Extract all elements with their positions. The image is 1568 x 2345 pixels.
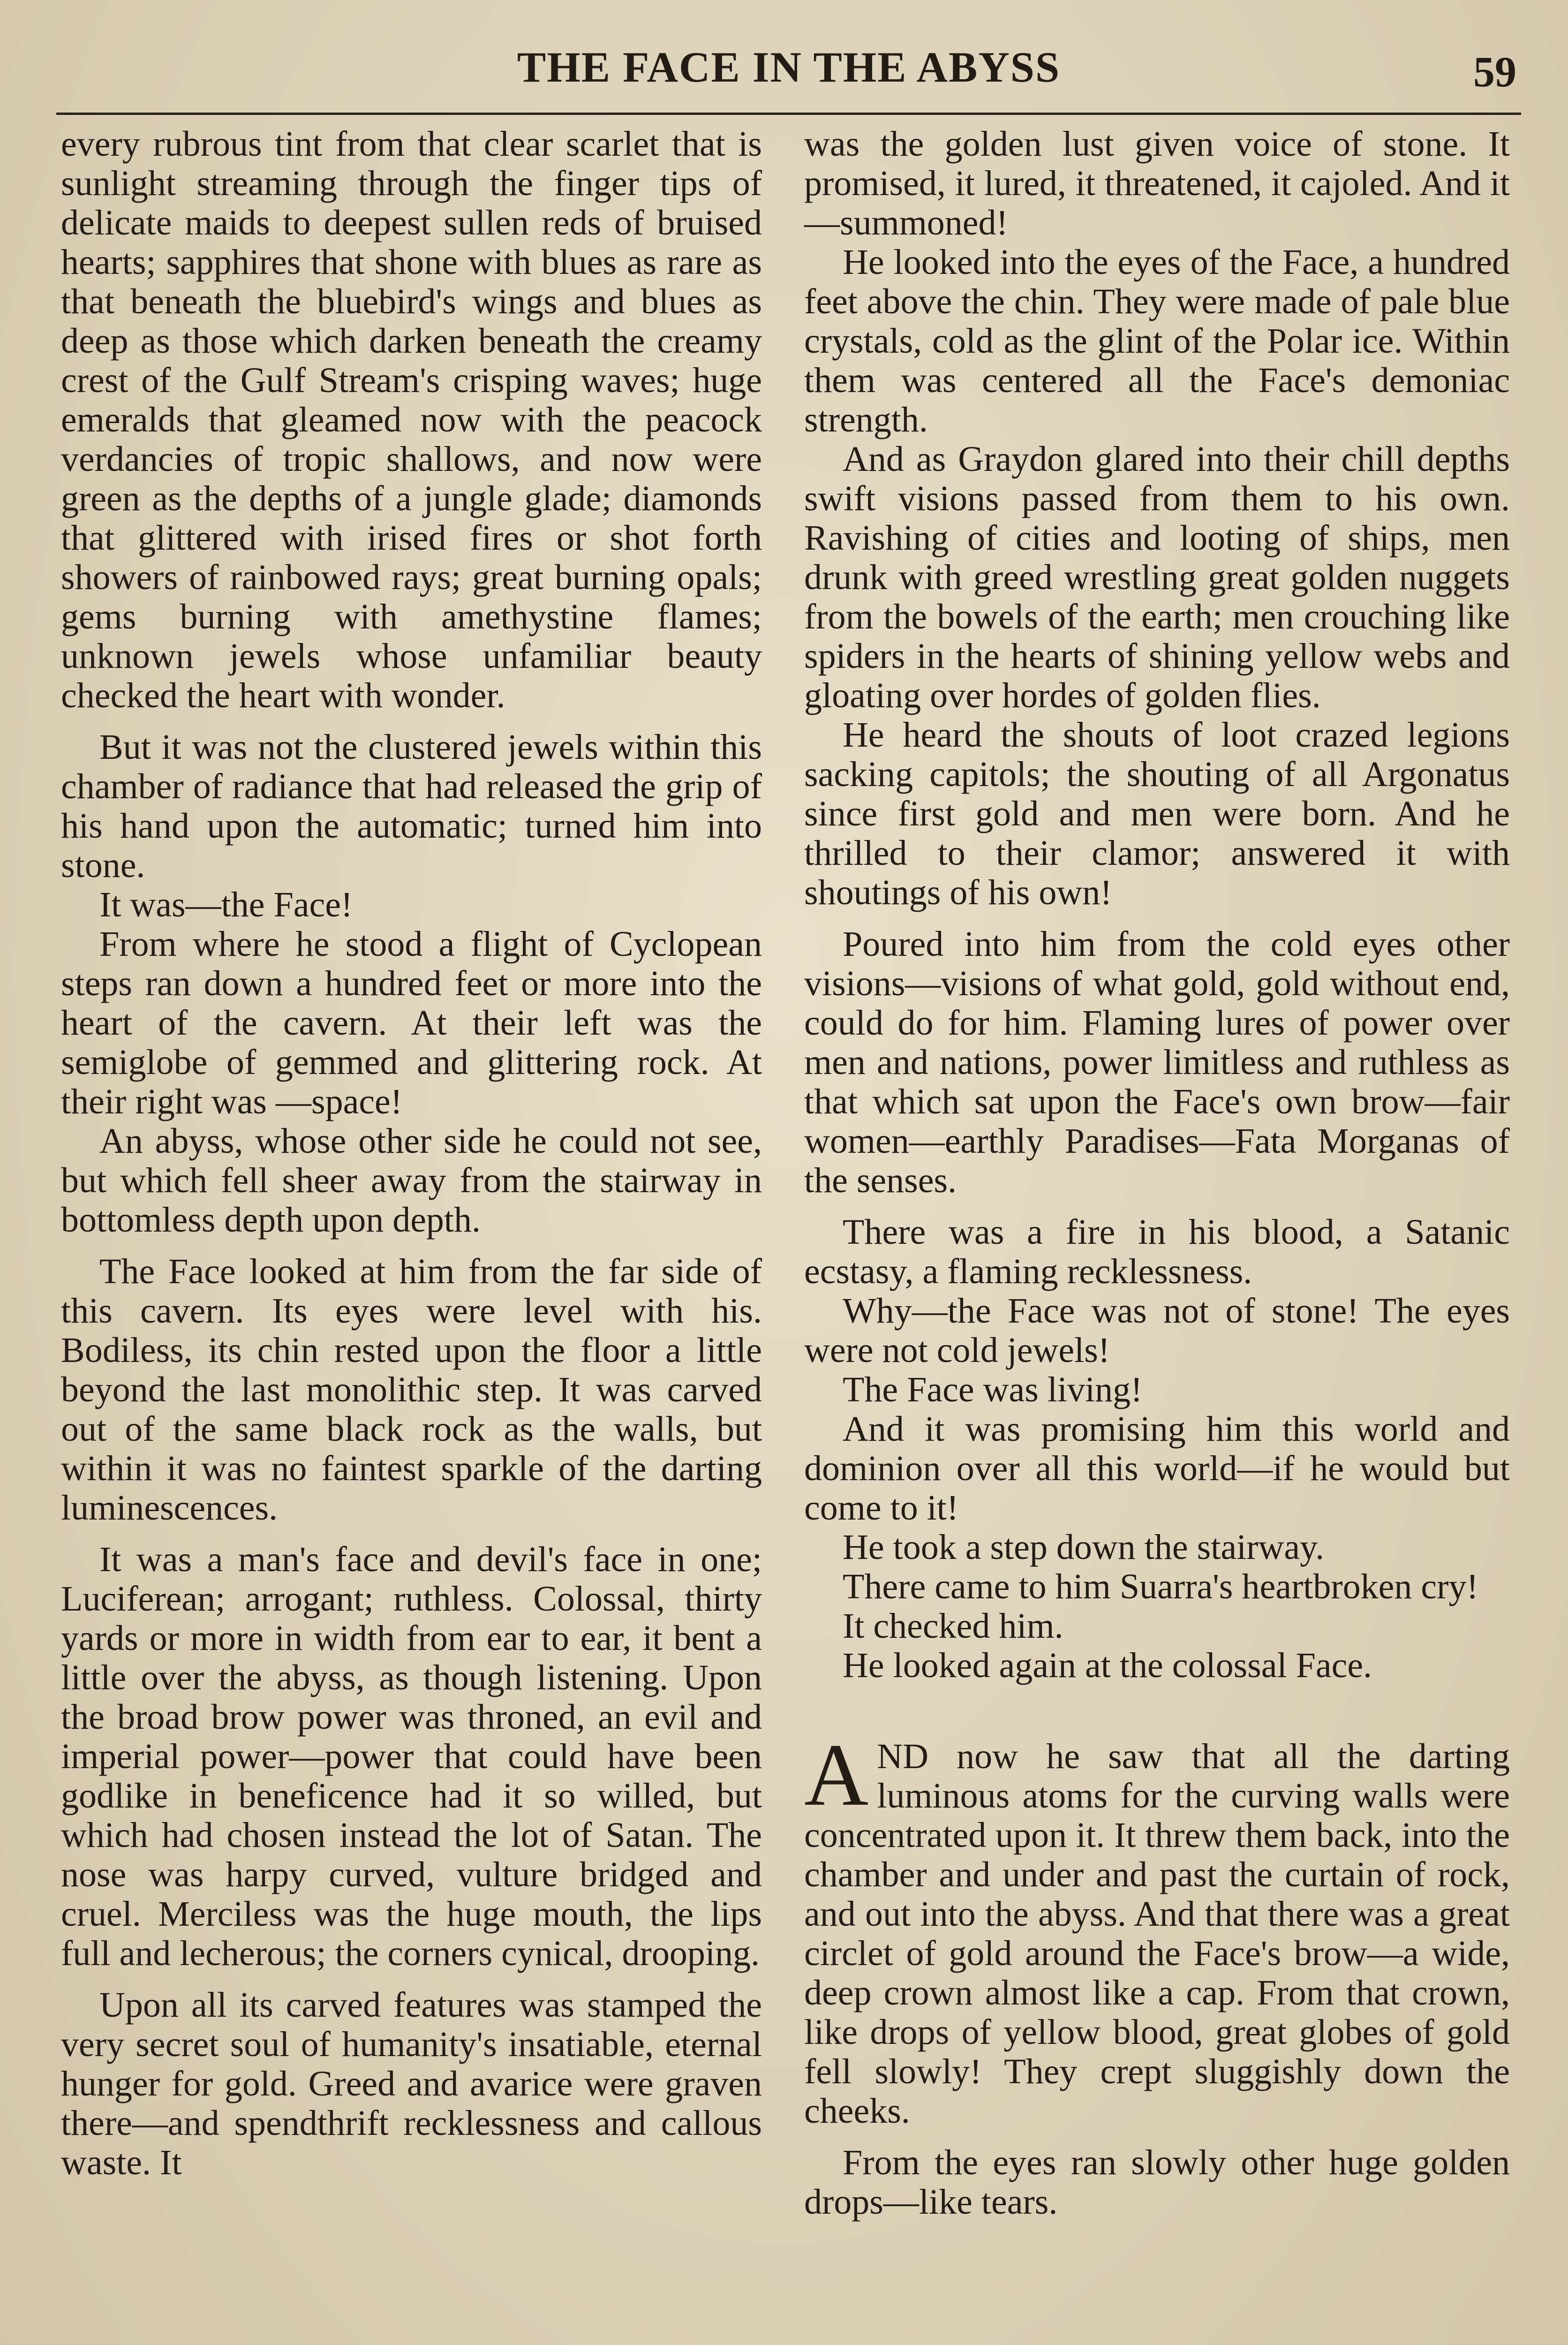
page-number: 59 [1473, 48, 1516, 96]
paragraph: Poured into him from the cold eyes other visions—visions of what gold, gold without end, could do for him. Flaming lures of power over men and nations, power limitless and ruthless as that which sat upon the Face's own brow—fair women—earthly Paradises—Fata Morganas of the senses. [804, 924, 1510, 1200]
paragraph: From the eyes ran slowly other huge golden drops—like tears. [804, 2143, 1510, 2222]
page-header [56, 33, 1521, 115]
paragraph: was the golden lust given voice of stone. It promised, it lured, it threatened, it cajoled. And it—summoned! [804, 124, 1510, 242]
paragraph: He looked again at the colossal Face. [843, 1646, 1372, 1685]
paragraph: Upon all its carved features was stamped the very secret soul of humanity's insatiable, eternal hunger for gold. Greed and avarice were graven there—and spendthrift recklessness and callous waste. It [61, 1985, 762, 2182]
text-column-left [61, 124, 762, 2345]
paragraph: every rubrous tint from that clear scarlet that is sunlight streaming through the finger tips of delicate maids to deepest sullen reds of bruised hearts; sapphires that shone with blues as rare as that beneath the bluebird's wings and blues as deep as those which darken beneath the creamy crest of the Gulf Stream's crisping waves; huge emeralds that gleamed now with the peacock verdancies of tropic shallows, and now were green as the depths of a jungle glade; diamonds that glittered with irised fires or shot forth showers of rainbowed rays; great burning opals; gems burning with amethystine flames; unknown jewels whose unfamiliar beauty checked the heart with wonder. [61, 124, 762, 715]
paragraph: But it was not the clustered jewels within this chamber of radiance that had released the grip of his hand upon the automatic; turned him into stone. [61, 727, 762, 885]
paragraph: Why—the Face was not of stone! The eyes were not cold jewels! [804, 1291, 1510, 1370]
paragraph: It was—the Face! [99, 885, 353, 924]
paragraph: He looked into the eyes of the Face, a hundred feet above the chin. They were made of pale blue crystals, cold as the glint of the Polar ice. Within them was centered all the Face's demoniac strength. [804, 242, 1510, 439]
paragraph: And as Graydon glared into their chill depths swift visions passed from them to his own. Ravishing of cities and looting of ships, men drunk with greed wrestling great golden nuggets from the bowels of the earth; men crouching like spiders in the hearts of shining yellow webs and gloating over hordes of golden flies. [804, 439, 1510, 715]
running-title: THE FACE IN THE ABYSS [517, 43, 1061, 91]
paragraph: He took a step down the stairway. [843, 1528, 1325, 1567]
paragraph: There came to him Suarra's heartbroken cry! [843, 1567, 1478, 1606]
paragraph: And it was promising him this world and dominion over all this world—if he would but come to it! [804, 1409, 1510, 1528]
paragraph: There was a fire in his blood, a Satanic ecstasy, a flaming recklessness. [804, 1212, 1510, 1291]
section-paragraph [804, 1726, 1510, 2131]
paragraph: It checked him. [843, 1606, 1063, 1646]
paragraph: The Face looked at him from the far side of this cavern. Its eyes were level with his. Bodiless, its chin rested upon the floor a little beyond the last monolithic step. It was carved out of the same black rock as the walls, but within it was no faintest sparkle of the darting luminescences. [61, 1252, 762, 1528]
paragraph: An abyss, whose other side he could not see, but which fell sheer away from the stairway in bottomless depth upon depth. [61, 1121, 762, 1240]
drop-cap: A [804, 1726, 869, 1824]
paragraph: It was a man's face and devil's face in one; Luciferean; arrogant; ruthless. Colossal, thirty yards or more in width from ear to ear, it bent a little over the abyss, as though listening. Upon the broad brow power was throned, an evil and imperial power—power that could have been godlike in beneficence had it so willed, but which had chosen instead the lot of Satan. The nose was harpy curved, vulture bridged and cruel. Merciless was the huge mouth, the lips full and lecherous; the corners cynical, drooping. [61, 1540, 762, 1973]
text-column-right [804, 124, 1510, 2345]
paragraph: From where he stood a flight of Cyclopean steps ran down a hundred feet or more into the heart of the cavern. At their left was the semiglobe of gemmed and glittering rock. At their right was —space! [61, 924, 762, 1121]
paragraph-text: ND now he saw that all the darting luminous atoms for the curving walls were concentrated upon it. It threw them back, into the chamber and under and past the curtain of rock, and out into the abyss. And that there was a great circlet of gold around the Face's brow—a wide, deep crown almost like a cap. From that crown, like drops of yellow blood, great globes of gold fell slowly! They crept sluggishly down the cheeks. [804, 1737, 1510, 2131]
paragraph: The Face was living! [843, 1370, 1143, 1409]
paragraph: He heard the shouts of loot crazed legions sacking capitols; the shouting of all Argonatus since first gold and men were born. And he thrilled to their clamor; answered it with shoutings of his own! [804, 715, 1510, 912]
